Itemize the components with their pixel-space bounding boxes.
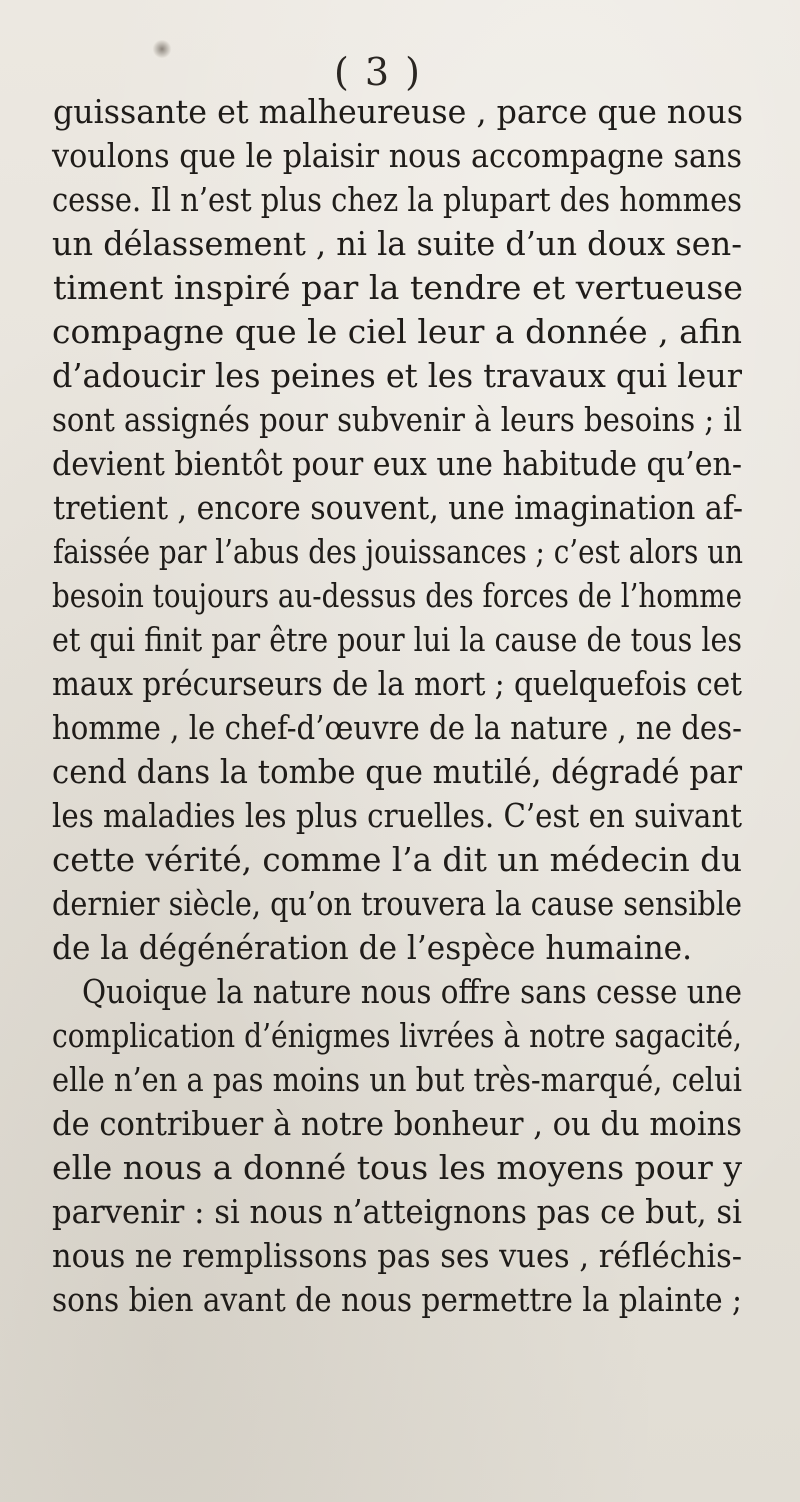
text-line: les maladies les plus cruelles. C’est en suivant (52, 797, 742, 835)
text-line: elle n’en a pas moins un but très-marqué, celui (52, 1061, 742, 1099)
text-line: besoin toujours au-dessus des forces de l’homme (52, 577, 742, 615)
text-line: faissée par l’abus des jouissances ; c’est alors un (53, 533, 743, 571)
text-line: maux précurseurs de la mort ; quelquefois cet (52, 665, 742, 703)
text-line: sons bien avant de nous permettre la plainte ; (52, 1281, 742, 1319)
text-line: voulons que le plaisir nous accompagne sans (52, 137, 742, 175)
text-line: timent inspiré par la tendre et vertueuse (53, 269, 743, 307)
text-line: tretient , encore souvent, une imagination af- (53, 489, 743, 527)
text-line: cesse. Il n’est plus chez la plupart des hommes (52, 181, 742, 219)
text-line: dernier siècle, qu’on trouvera la cause sensible (52, 885, 742, 923)
text-line: guissante et malheureuse , parce que nous (53, 93, 743, 131)
page-number: ( 3 ) (334, 50, 422, 94)
text-line: un délassement , ni la suite d’un doux sen- (52, 225, 742, 263)
text-line: compagne que le ciel leur a donnée , afin (52, 313, 742, 351)
text-line: elle nous a donné tous les moyens pour y (52, 1149, 742, 1187)
text-line: homme , le chef-d’œuvre de la nature , ne des- (52, 709, 742, 747)
text-line: d’adoucir les peines et les travaux qui leur (52, 357, 742, 395)
text-line: nous ne remplissons pas ses vues , réfléchis- (52, 1237, 742, 1275)
text-line: de contribuer à notre bonheur , ou du moins (52, 1105, 742, 1143)
text-line: cend dans la tombe que mutilé, dégradé par (52, 753, 742, 791)
text-line: devient bientôt pour eux une habitude qu’en- (52, 445, 742, 483)
text-line: sont assignés pour subvenir à leurs besoins ; il (52, 401, 742, 439)
text-line: et qui finit par être pour lui la cause de tous les (52, 621, 742, 659)
text-line: de la dégénération de l’espèce humaine. (52, 929, 692, 967)
text-line: complication d’énigmes livrées à notre sagacité, (52, 1017, 742, 1055)
text-line: cette vérité, comme l’a dit un médecin du (52, 841, 742, 879)
text-line: parvenir : si nous n’atteignons pas ce but, si (52, 1193, 742, 1231)
ink-blot (152, 40, 172, 58)
text-line: Quoique la nature nous offre sans cesse une (82, 973, 742, 1011)
